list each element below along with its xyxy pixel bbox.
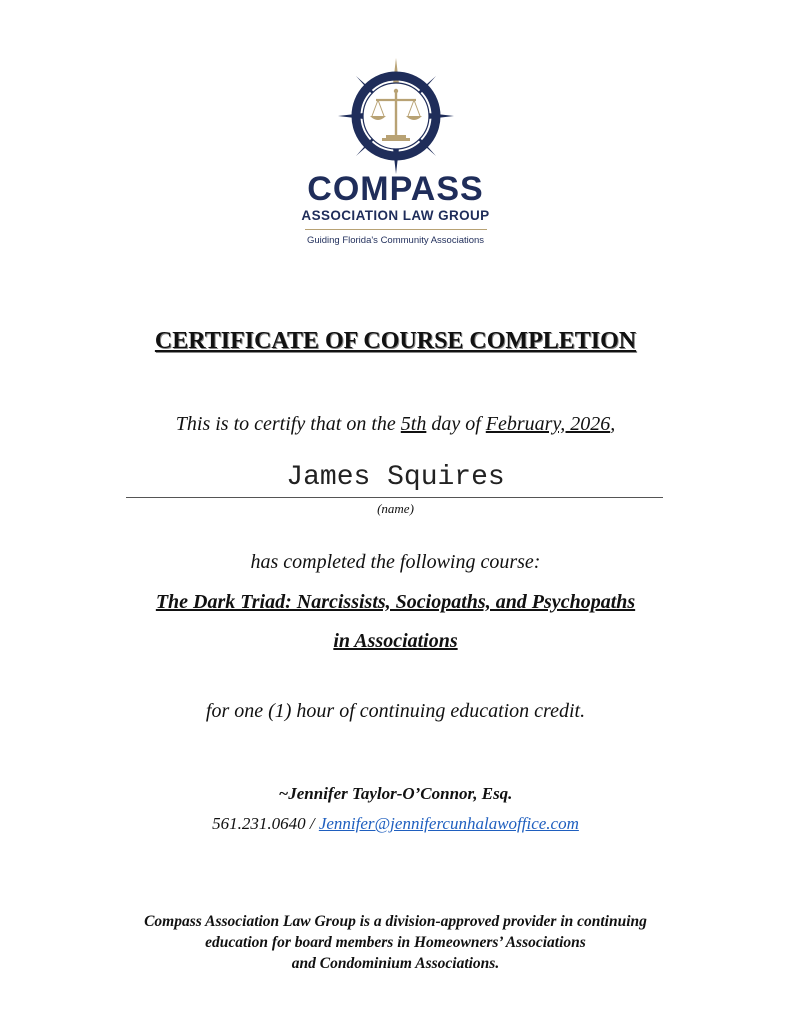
course-title-line2: in Associations — [333, 630, 458, 652]
logo-tagline: Guiding Florida's Community Associations — [306, 235, 485, 246]
contact-separator: / — [305, 814, 319, 833]
footer-line1: Compass Association Law Group is a division-approved provider in continuing — [144, 913, 647, 930]
certify-suffix: , — [610, 413, 616, 435]
certify-statement — [0, 413, 791, 436]
recipient-name: James Squires — [286, 462, 505, 493]
certify-prefix: This is to certify that on the — [175, 413, 396, 435]
certify-date: February, 2026 — [485, 413, 611, 435]
logo-name: COMPASS — [307, 170, 484, 208]
compass-scales-icon — [336, 56, 456, 176]
name-underline — [126, 497, 663, 498]
logo-subtitle: ASSOCIATION LAW GROUP — [301, 208, 490, 223]
phone-number: 561.231.0640 — [212, 814, 306, 833]
credit-statement: for one (1) hour of continuing education credit. — [205, 700, 586, 722]
footer-line2: education for board members in Homeowners’ Associations — [205, 934, 586, 951]
course-title-line1: The Dark Triad: Narcissists, Sociopaths, and Psychopaths — [155, 591, 636, 613]
certify-day-of: day of — [431, 413, 481, 435]
name-caption: (name) — [377, 501, 414, 516]
footer-line3: and Condominium Associations. — [291, 955, 500, 972]
signer-name: ~Jennifer Taylor-O’Connor, Esq. — [278, 784, 513, 803]
email-link[interactable]: Jennifer@jennifercunhalawoffice.com — [318, 814, 579, 833]
certificate-title: CERTIFICATE OF COURSE COMPLETION — [154, 328, 637, 354]
logo-divider — [305, 229, 487, 230]
contact-line — [0, 814, 791, 834]
completed-statement: has completed the following course: — [250, 551, 541, 573]
certify-day: 5th — [400, 413, 427, 435]
